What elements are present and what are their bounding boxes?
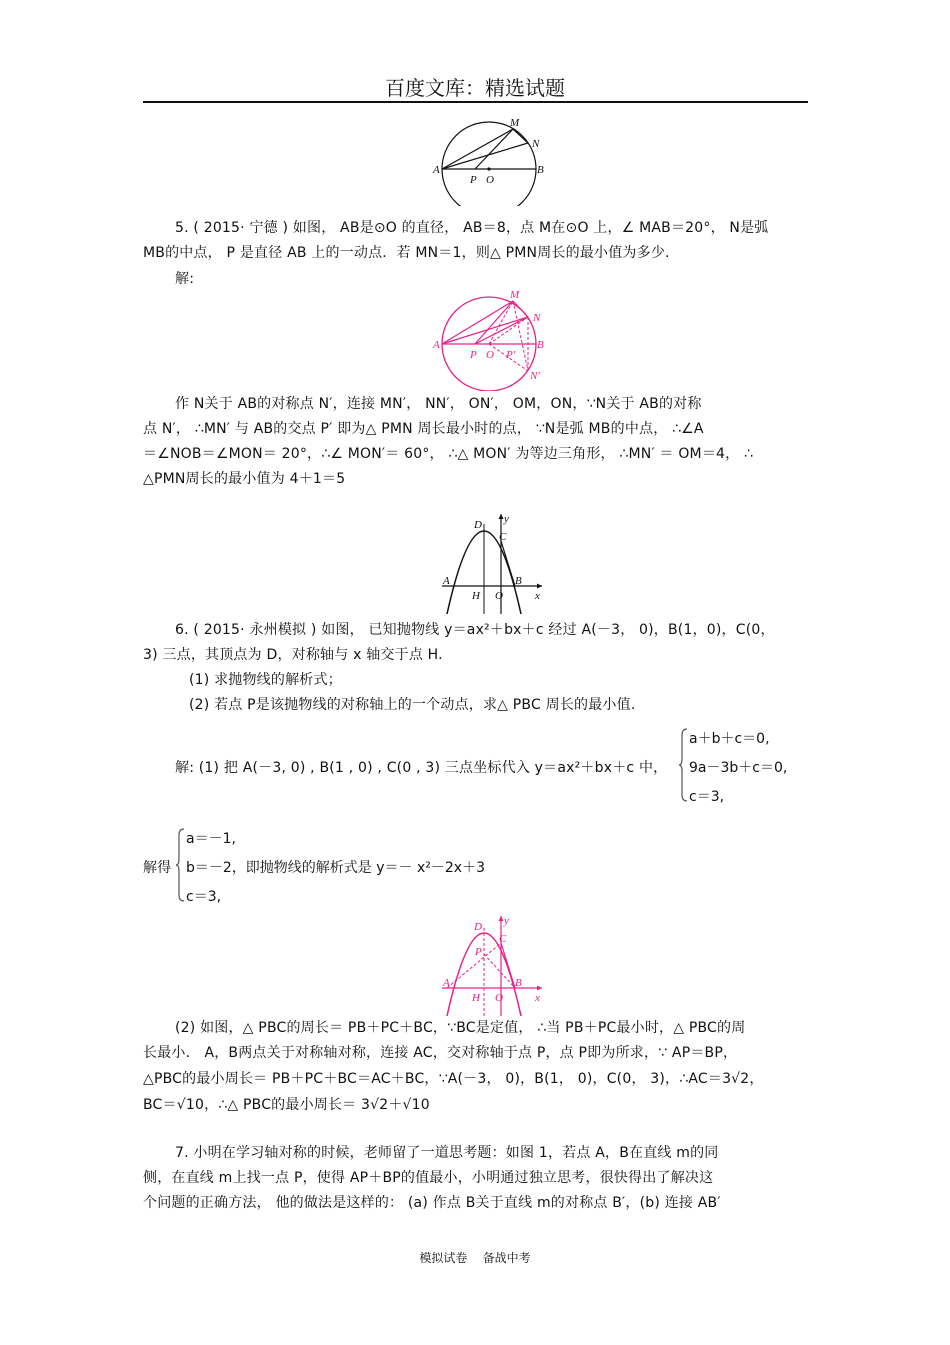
fig4-label-a: A <box>443 977 450 989</box>
fig1-label-a: A <box>433 164 440 176</box>
fig4-label-d: D <box>474 921 482 933</box>
figure-circle <box>430 112 550 206</box>
problem5-sol-line3: ＝∠NOB＝∠MON＝ 20°，∴∠ MON′＝ 60°， ∴△ MON′ 为等边三角形， ∴MN′ ＝ OM＝4， ∴ <box>143 446 754 462</box>
problem6-line2: 3) 三点，其顶点为 D，对称轴与 x 轴交于点 H. <box>143 647 443 663</box>
fig4-label-y: y <box>504 915 509 927</box>
fig2-label-o: O <box>486 349 494 361</box>
fig2-label-a: A <box>433 339 440 351</box>
system1-eq1: a＋b＋c＝0, <box>689 731 770 747</box>
equation-system-2 <box>186 830 485 906</box>
fig3-label-a: A <box>443 575 450 587</box>
problem6-part2-line4: BC＝√10，∴△ PBC的最小周长＝ 3√2＋√10 <box>143 1097 430 1113</box>
problem5-line2: MB的中点， P 是直径 AB 上的一动点．若 MN＝1，则△ PMN周长的最小值为多少. <box>143 245 670 261</box>
problem6-line1: 6. ( 2015· 永州模拟 ) 如图， 已知抛物线 y＝ax²＋bx＋c 经过 A(－3， 0)，B(1，0)，C(0， <box>175 622 775 638</box>
fig4-label-h: H <box>472 992 480 1004</box>
system2-eq2: b＝－2，即抛物线的解析式是 y＝－ x²－2x＋3 <box>186 860 485 876</box>
system1-eq2: 9a－3b＋c＝0, <box>689 760 788 776</box>
fig1-label-b: B <box>537 164 544 176</box>
system-brace-2 <box>175 827 185 903</box>
fig1-label-p: P <box>470 174 477 186</box>
solve-label: 解得 <box>143 860 172 876</box>
fig3-label-d: D <box>474 519 482 531</box>
fig2-label-n: N <box>533 312 541 324</box>
system1-eq3: c＝3, <box>689 789 725 805</box>
system2-eq1: a＝－1, <box>186 831 236 847</box>
fig4-label-b: B <box>515 977 522 989</box>
problem6-solution-intro: 解: (1) 把 A(－3, 0) , B(1 , 0) , C(0 , 3) 三点坐标代入 y＝ax²＋bx＋c 中， <box>175 760 668 776</box>
problem7-line1: 7. 小明在学习轴对称的时候，老师留了一道思考题：如图 1，若点 A，B在直线 m的同 <box>175 1145 719 1161</box>
page-title: 百度文库：精选试题 <box>385 76 565 100</box>
header-divider <box>143 101 808 103</box>
fig2-label-b: B <box>537 339 544 351</box>
fig3-label-c: C <box>499 531 507 543</box>
fig4-label-o: O <box>495 992 503 1004</box>
figure-parabola <box>438 510 548 616</box>
page-footer: 模拟试卷 备战中考 <box>419 1251 531 1265</box>
fig3-label-y: y <box>504 513 509 525</box>
fig2-label-n-prime: N′ <box>530 370 540 382</box>
system2-eq3: c＝3, <box>186 889 222 905</box>
problem6-part2-line1: (2) 如图，△ PBC的周长＝ PB＋PC＋BC，∵BC是定值， ∴当 PB＋PC最小时，△ PBC的周 <box>175 1020 746 1036</box>
fig3-label-o: O <box>495 590 503 602</box>
fig1-label-n: N <box>532 138 540 150</box>
fig2-label-p-prime: P′ <box>506 349 516 361</box>
problem5-sol-line1: 作 N关于 AB的对称点 N′，连接 MN′， NN′， ON′， OM，ON，∵N关于 AB的对称 <box>175 396 702 412</box>
problem7-line3: 个问题的正确方法， 他的做法是这样的： (a) 作点 B关于直线 m的对称点 B′，(b) 连接 AB′ <box>143 1195 721 1211</box>
problem6-question1: (1) 求抛物线的解析式； <box>189 672 342 688</box>
problem7-line2: 侧，在直线 m上找一点 P，使得 AP＋BP的值最小，小明通过独立思考，很快得出了解决这 <box>143 1170 714 1186</box>
figure-parabola-solution <box>438 912 548 1018</box>
fig4-label-x: x <box>535 992 540 1004</box>
system-brace-1 <box>678 727 688 803</box>
figure-circle-solution <box>430 287 552 391</box>
fig3-label-h: H <box>472 590 480 602</box>
fig2-label-m: M <box>510 289 520 301</box>
problem6-part2-line3: △PBC的最小周长＝ PB＋PC＋BC＝AC＋BC，∵A(－3， 0)，B(1， 0)，C(0， 3)，∴AC＝3√2， <box>143 1071 764 1087</box>
fig1-label-m: M <box>510 117 520 129</box>
fig3-label-x: x <box>535 590 540 602</box>
problem5-sol-line2: 点 N′， ∴MN′ 与 AB的交点 P′ 即为△ PMN 周长最小时的点， ∵N是弧 MB的中点， ∴∠A <box>143 421 704 437</box>
fig2-label-p: P <box>470 349 477 361</box>
problem6-question2: (2) 若点 P是该抛物线的对称轴上的一个动点，求△ PBC 周长的最小值. <box>189 697 636 713</box>
fig3-label-b: B <box>515 575 522 587</box>
fig1-label-o: O <box>486 174 494 186</box>
problem5-sol-line4: △PMN周长的最小值为 4＋1＝5 <box>143 471 346 487</box>
problem5-solution-label: 解: <box>175 271 195 287</box>
fig4-label-c: C <box>499 933 507 945</box>
problem6-part2-line2: 长最小． A，B两点关于对称轴对称，连接 AC，交对称轴于点 P，点 P即为所求，∵ AP＝BP， <box>143 1045 738 1061</box>
equation-system-1 <box>689 730 787 806</box>
problem5-line1: 5. ( 2015· 宁德 ) 如图， AB是⊙O 的直径， AB＝8，点 M在⊙O 上，∠ MAB＝20°， N是弧 <box>175 220 769 236</box>
fig4-label-p: P <box>475 946 482 958</box>
